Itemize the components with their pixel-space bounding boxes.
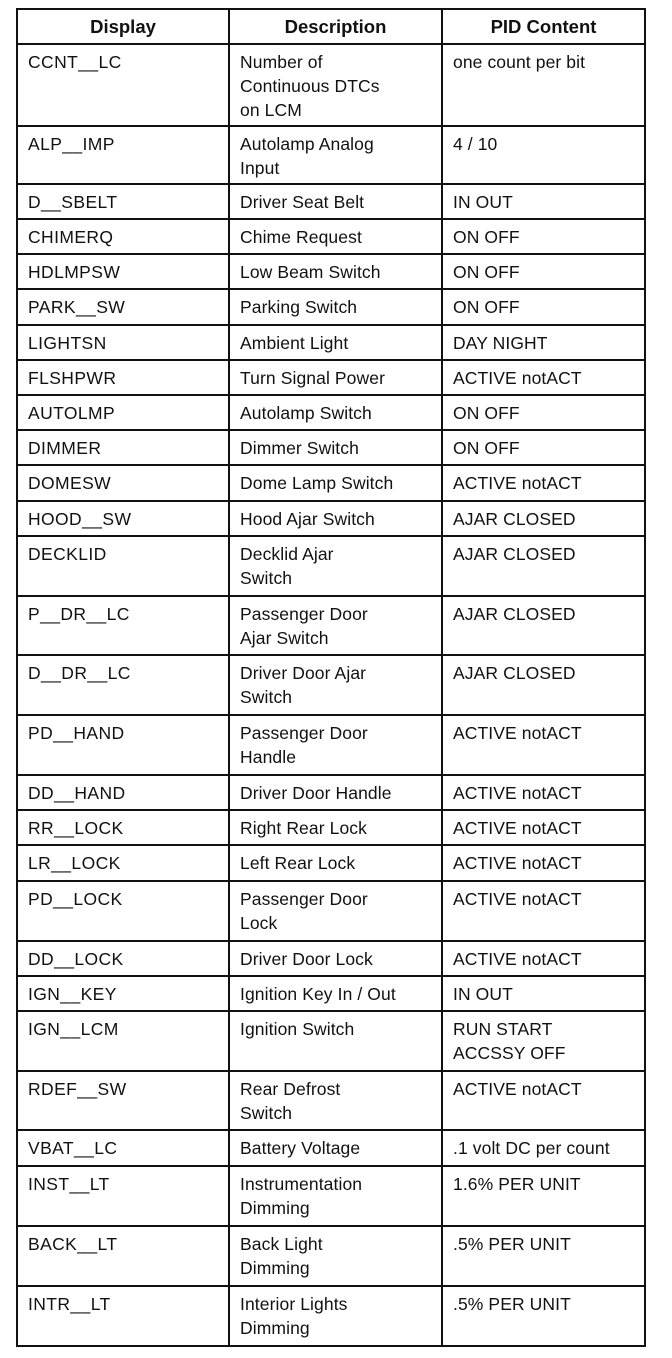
description-cell: Back Light Dimming: [229, 1226, 442, 1286]
display-cell: ALP__IMP: [17, 126, 229, 184]
description-cell: Left Rear Lock: [229, 845, 442, 881]
table-row: [17, 254, 645, 289]
pid-content-cell: ACTIVE notACT: [442, 775, 645, 810]
table-row: [17, 395, 645, 430]
description-cell: Right Rear Lock: [229, 810, 442, 845]
table-header: [17, 9, 645, 44]
pid-content-cell: ACTIVE notACT: [442, 715, 645, 775]
description-cell: Interior Lights Dimming: [229, 1286, 442, 1346]
display-cell: IGN__KEY: [17, 976, 229, 1011]
table-row: [17, 1166, 645, 1226]
pid-content-cell: .5% PER UNIT: [442, 1226, 645, 1286]
display-cell: D__SBELT: [17, 184, 229, 219]
display-cell: AUTOLMP: [17, 395, 229, 430]
display-cell: PD__LOCK: [17, 881, 229, 941]
description-cell: Chime Request: [229, 219, 442, 254]
pid-content-cell: AJAR CLOSED: [442, 596, 645, 655]
display-cell: DOMESW: [17, 465, 229, 501]
table-body: [17, 44, 645, 1346]
display-cell: LIGHTSN: [17, 325, 229, 360]
description-cell: Autolamp Analog Input: [229, 126, 442, 184]
table-row: [17, 126, 645, 184]
table-row: [17, 1286, 645, 1346]
description-cell: Low Beam Switch: [229, 254, 442, 289]
header-pid-content: PID Content: [442, 9, 645, 44]
display-cell: INTR__LT: [17, 1286, 229, 1346]
pid-content-cell: .5% PER UNIT: [442, 1286, 645, 1346]
description-cell: Passenger Door Ajar Switch: [229, 596, 442, 655]
pid-content-cell: IN OUT: [442, 976, 645, 1011]
display-cell: FLSHPWR: [17, 360, 229, 395]
table-row: [17, 536, 645, 596]
display-cell: PARK__SW: [17, 289, 229, 325]
display-cell: VBAT__LC: [17, 1130, 229, 1166]
table-row: [17, 465, 645, 501]
display-cell: P__DR__LC: [17, 596, 229, 655]
display-cell: D__DR__LC: [17, 655, 229, 715]
table-row: [17, 941, 645, 976]
display-cell: DD__HAND: [17, 775, 229, 810]
display-cell: CCNT__LC: [17, 44, 229, 126]
pid-content-cell: ACTIVE notACT: [442, 1071, 645, 1130]
description-cell: Number of Continuous DTCs on LCM: [229, 44, 442, 126]
description-cell: Decklid Ajar Switch: [229, 536, 442, 596]
description-cell: Instrumentation Dimming: [229, 1166, 442, 1226]
pid-content-cell: AJAR CLOSED: [442, 536, 645, 596]
pid-content-cell: AJAR CLOSED: [442, 501, 645, 536]
display-cell: RR__LOCK: [17, 810, 229, 845]
pid-content-cell: ON OFF: [442, 219, 645, 254]
table-row: [17, 1071, 645, 1130]
display-cell: HOOD__SW: [17, 501, 229, 536]
display-cell: HDLMPSW: [17, 254, 229, 289]
table-row: [17, 325, 645, 360]
pid-content-cell: .1 volt DC per count: [442, 1130, 645, 1166]
table-row: [17, 1226, 645, 1286]
description-cell: Autolamp Switch: [229, 395, 442, 430]
description-cell: Battery Voltage: [229, 1130, 442, 1166]
description-cell: Parking Switch: [229, 289, 442, 325]
table-row: [17, 715, 645, 775]
pid-content-cell: ON OFF: [442, 395, 645, 430]
description-cell: Dimmer Switch: [229, 430, 442, 465]
pid-table-page: [16, 8, 644, 1347]
display-cell: DD__LOCK: [17, 941, 229, 976]
pid-content-cell: IN OUT: [442, 184, 645, 219]
table-row: [17, 44, 645, 126]
description-cell: Rear Defrost Switch: [229, 1071, 442, 1130]
description-cell: Dome Lamp Switch: [229, 465, 442, 501]
table-row: [17, 596, 645, 655]
pid-content-cell: AJAR CLOSED: [442, 655, 645, 715]
header-row: [17, 9, 645, 44]
description-cell: Driver Door Lock: [229, 941, 442, 976]
description-cell: Passenger Door Lock: [229, 881, 442, 941]
table-row: [17, 430, 645, 465]
table-row: [17, 881, 645, 941]
table-row: [17, 501, 645, 536]
description-cell: Turn Signal Power: [229, 360, 442, 395]
pid-content-cell: 4 / 10: [442, 126, 645, 184]
description-cell: Hood Ajar Switch: [229, 501, 442, 536]
header-display: Display: [17, 9, 229, 44]
display-cell: BACK__LT: [17, 1226, 229, 1286]
pid-content-cell: ACTIVE notACT: [442, 465, 645, 501]
header-description: Description: [229, 9, 442, 44]
table-row: [17, 184, 645, 219]
description-cell: Ignition Switch: [229, 1011, 442, 1071]
table-row: [17, 845, 645, 881]
pid-table: [16, 8, 646, 1347]
description-cell: Driver Door Handle: [229, 775, 442, 810]
description-cell: Driver Door Ajar Switch: [229, 655, 442, 715]
display-cell: IGN__LCM: [17, 1011, 229, 1071]
table-row: [17, 810, 645, 845]
table-row: [17, 655, 645, 715]
pid-content-cell: ACTIVE notACT: [442, 845, 645, 881]
pid-content-cell: ON OFF: [442, 430, 645, 465]
pid-content-cell: ACTIVE notACT: [442, 810, 645, 845]
table-row: [17, 976, 645, 1011]
display-cell: CHIMERQ: [17, 219, 229, 254]
description-cell: Ambient Light: [229, 325, 442, 360]
pid-content-cell: one count per bit: [442, 44, 645, 126]
pid-content-cell: DAY NIGHT: [442, 325, 645, 360]
pid-content-cell: ACTIVE notACT: [442, 881, 645, 941]
description-cell: Driver Seat Belt: [229, 184, 442, 219]
pid-content-cell: ON OFF: [442, 254, 645, 289]
table-row: [17, 1011, 645, 1071]
table-row: [17, 1130, 645, 1166]
description-cell: Passenger Door Handle: [229, 715, 442, 775]
table-row: [17, 775, 645, 810]
display-cell: INST__LT: [17, 1166, 229, 1226]
table-row: [17, 360, 645, 395]
pid-content-cell: 1.6% PER UNIT: [442, 1166, 645, 1226]
pid-content-cell: ACTIVE notACT: [442, 941, 645, 976]
table-row: [17, 219, 645, 254]
display-cell: RDEF__SW: [17, 1071, 229, 1130]
display-cell: LR__LOCK: [17, 845, 229, 881]
display-cell: PD__HAND: [17, 715, 229, 775]
pid-content-cell: ACTIVE notACT: [442, 360, 645, 395]
pid-content-cell: ON OFF: [442, 289, 645, 325]
table-row: [17, 289, 645, 325]
display-cell: DIMMER: [17, 430, 229, 465]
description-cell: Ignition Key In / Out: [229, 976, 442, 1011]
pid-content-cell: RUN START ACCSSY OFF: [442, 1011, 645, 1071]
display-cell: DECKLID: [17, 536, 229, 596]
